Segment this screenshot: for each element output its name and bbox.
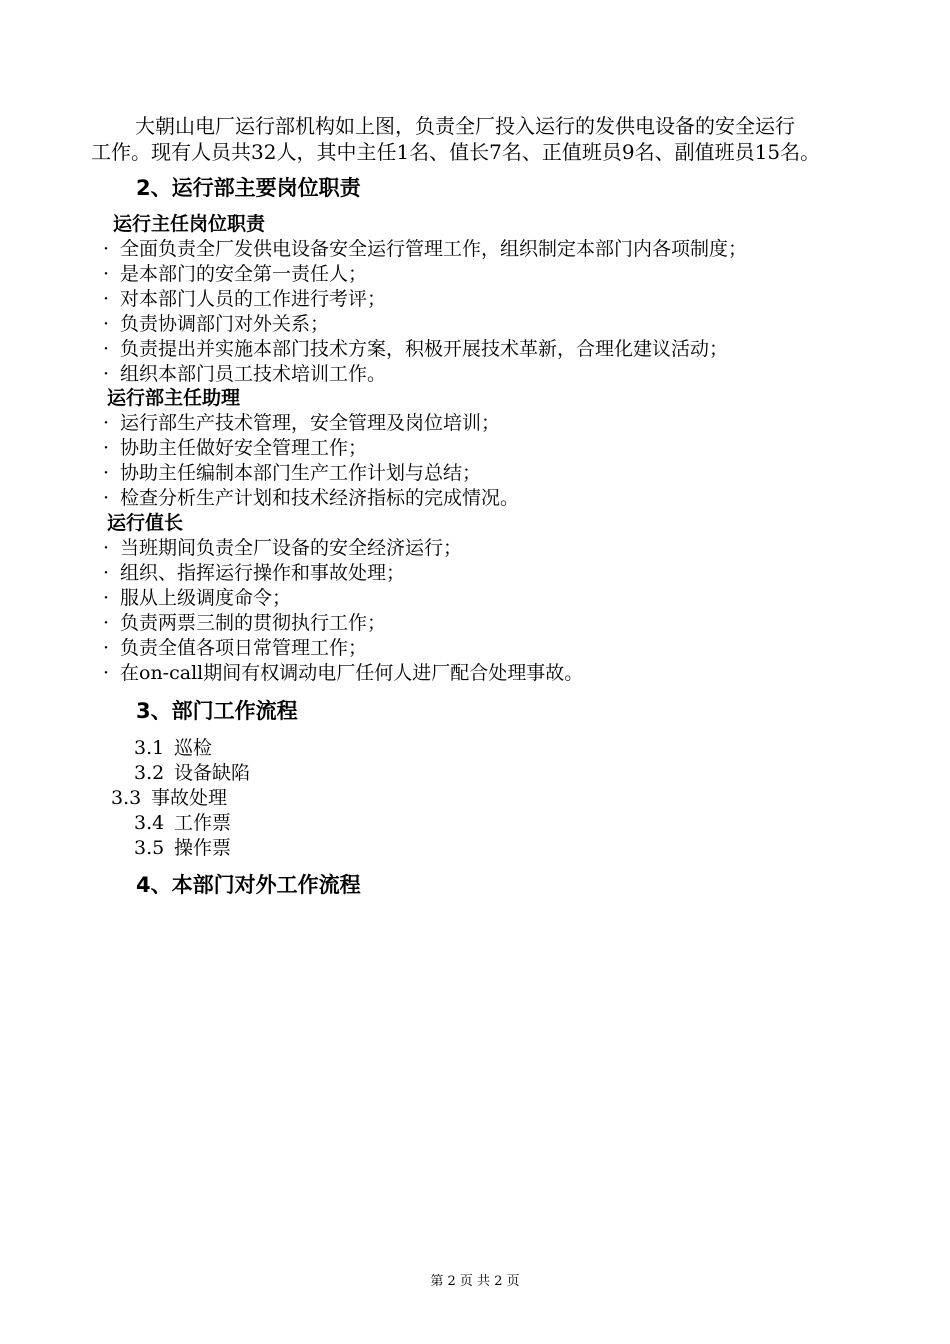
- bullet-icon: ·: [103, 412, 110, 434]
- list-item: · 负责全值各项日常管理工作；: [103, 637, 368, 659]
- section-3-heading: 3、部门工作流程: [136, 699, 298, 723]
- list-item: · 检查分析生产计划和技术经济指标的完成情况。: [103, 487, 520, 509]
- bullet-icon: ·: [103, 537, 110, 559]
- bullet-icon: ·: [103, 363, 110, 385]
- intro-paragraph: [91, 113, 881, 165]
- shift-leader-heading: 运行值长: [107, 512, 184, 534]
- bullet-icon: ·: [103, 313, 110, 335]
- bullet-icon: ·: [103, 288, 110, 310]
- section-4-heading: 4、本部门对外工作流程: [136, 873, 361, 897]
- list-item: · 是本部门的安全第一责任人；: [103, 263, 368, 285]
- director-duties-heading: 运行主任岗位职责: [113, 213, 266, 235]
- intro-line-2: 工作。现有人员共32人，其中主任1名、值长7名、正值班员9名、副值班员15名。: [91, 140, 821, 164]
- list-item: · 负责两票三制的贯彻执行工作；: [103, 612, 387, 634]
- list-item: · 全面负责全厂发供电设备安全运行管理工作，组织制定本部门内各项制度；: [103, 238, 748, 260]
- bullet-icon: ·: [103, 637, 110, 659]
- list-item: · 在on-call期间有权调动电厂任何人进厂配合处理事故。: [103, 662, 584, 684]
- list-item: · 当班期间负责全厂设备的安全经济运行；: [103, 537, 463, 559]
- bullet-icon: ·: [103, 587, 110, 609]
- bullet-icon: ·: [103, 562, 110, 584]
- bullet-icon: ·: [103, 338, 110, 360]
- bullet-icon: ·: [103, 437, 110, 459]
- list-item: · 对本部门人员的工作进行考评；: [103, 288, 387, 310]
- list-item: · 负责协调部门对外关系；: [103, 313, 330, 335]
- list-item: 3.3 事故处理: [111, 787, 228, 809]
- bullet-icon: ·: [103, 487, 110, 509]
- bullet-icon: ·: [103, 662, 110, 684]
- list-item: · 运行部生产技术管理，安全管理及岗位培训；: [103, 412, 501, 434]
- bullet-icon: ·: [103, 612, 110, 634]
- list-item: · 协助主任做好安全管理工作；: [103, 437, 368, 459]
- list-item: 3.5 操作票: [134, 837, 232, 859]
- intro-line-1: 大朝山电厂运行部机构如上图，负责全厂投入运行的发供电设备的安全运行: [135, 114, 795, 138]
- list-item: · 组织本部门员工技术培训工作。: [103, 363, 387, 385]
- section-2-heading: 2、运行部主要岗位职责: [136, 176, 361, 200]
- list-item: · 协助主任编制本部门生产工作计划与总结；: [103, 462, 482, 484]
- list-item: · 组织、指挥运行操作和事故处理；: [103, 562, 406, 584]
- list-item: 3.1 巡检: [134, 737, 213, 759]
- list-item: · 负责提出并实施本部门技术方案，积极开展技术革新，合理化建议活动；: [103, 338, 729, 360]
- page-number-footer: 第 2 页 共 2 页: [430, 1274, 520, 1289]
- list-item: 3.2 设备缺陷: [134, 762, 251, 784]
- bullet-icon: ·: [103, 263, 110, 285]
- bullet-icon: ·: [103, 462, 110, 484]
- bullet-icon: ·: [103, 238, 110, 260]
- list-item: 3.4 工作票: [134, 812, 232, 834]
- assistant-duties-heading: 运行部主任助理: [107, 387, 241, 409]
- list-item: · 服从上级调度命令；: [103, 587, 292, 609]
